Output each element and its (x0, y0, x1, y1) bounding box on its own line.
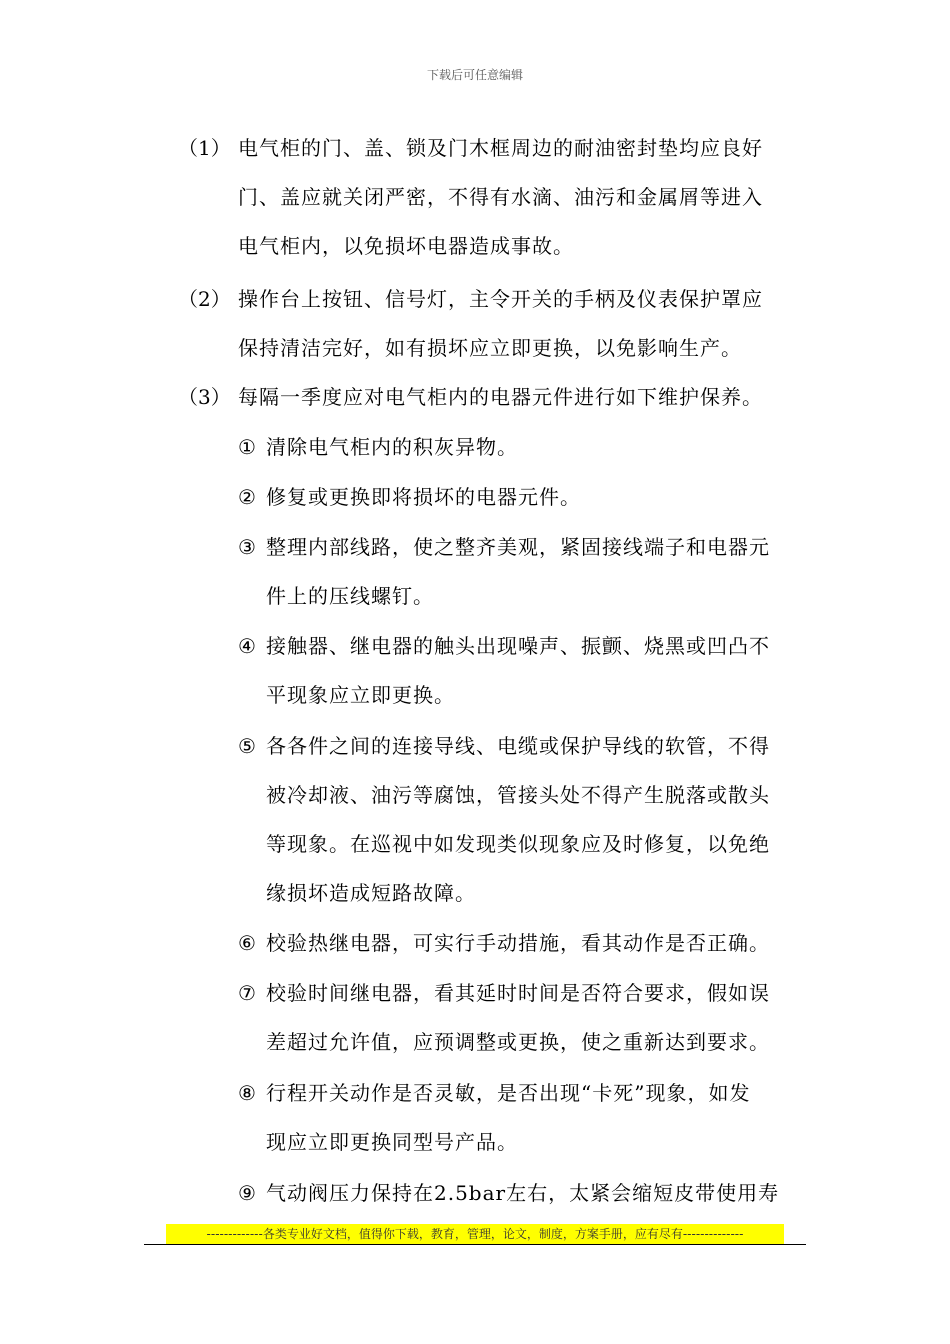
page-header: 下载后可任意编辑 (426, 68, 523, 82)
subitem-line: 差超过允许值，应预调整或更换，使之重新达到要求。 (266, 1030, 770, 1054)
item-number: （3） (178, 385, 231, 409)
item-line: 操作台上按钮、信号灯，主令开关的手柄及仪表保护罩应 (238, 287, 763, 311)
subitem-line: 清除电气柜内的积灰异物。 (266, 435, 518, 459)
footer-banner: -------------各类专业好文档，值得你下载，教育，管理，论文，制度，方案手册，应有尽有-------------- (166, 1224, 784, 1244)
item-line: 电气柜内，以免损坏电器造成事故。 (238, 234, 574, 258)
subitem-line: 平现象应立即更换。 (266, 683, 455, 707)
subitem-line: 行程开关动作是否灵敏，是否出现“卡死”现象，如发 (266, 1081, 751, 1105)
subitem-line: 校验热继电器，可实行手动措施，看其动作是否正确。 (266, 931, 770, 955)
subitem-line: 被冷却液、油污等腐蚀，管接头处不得产生脱落或散头 (266, 783, 770, 807)
subitem-mark: ⑤ (238, 734, 256, 758)
subitem-line: 整理内部线路，使之整齐美观，紧固接线端子和电器元 (266, 535, 770, 559)
subitem-line: 等现象。在巡视中如发现类似现象应及时修复，以免绝 (266, 832, 770, 856)
subitem-line: 件上的压线螺钉。 (266, 584, 434, 608)
subitem-line: 现应立即更换同型号产品。 (266, 1130, 518, 1154)
subitem-line: 校验时间继电器，看其延时时间是否符合要求，假如误 (266, 981, 770, 1005)
subitem-line: 缘损坏造成短路故障。 (266, 881, 476, 905)
subitem-mark: ③ (238, 535, 256, 559)
item-line: 每隔一季度应对电气柜内的电器元件进行如下维护保养。 (238, 385, 763, 409)
subitem-mark: ⑨ (238, 1181, 256, 1205)
subitem-line: 修复或更换即将损坏的电器元件。 (266, 485, 581, 509)
item-line: 电气柜的门、盖、锁及门木框周边的耐油密封垫均应良好 (238, 136, 763, 160)
subitem-mark: ⑦ (238, 981, 256, 1005)
item-number: （2） (178, 287, 231, 311)
subitem-mark: ⑧ (238, 1081, 256, 1105)
subitem-mark: ② (238, 485, 256, 509)
subitem-line: 各各件之间的连接导线、电缆或保护导线的软管，不得 (266, 734, 770, 758)
item-line: 保持清洁完好，如有损坏应立即更换，以免影响生产。 (238, 336, 742, 360)
subitem-line: 气动阀压力保持在2.5bar左右，太紧会缩短皮带使用寿 (266, 1181, 780, 1205)
subitem-mark: ① (238, 435, 256, 459)
footer-divider (144, 1244, 806, 1245)
subitem-line: 接触器、继电器的触头出现噪声、振颤、烧黑或凹凸不 (266, 634, 770, 658)
item-number: （1） (178, 136, 231, 160)
subitem-mark: ⑥ (238, 931, 256, 955)
subitem-mark: ④ (238, 634, 256, 658)
item-line: 门、盖应就关闭严密，不得有水滴、油污和金属屑等进入 (238, 185, 763, 209)
